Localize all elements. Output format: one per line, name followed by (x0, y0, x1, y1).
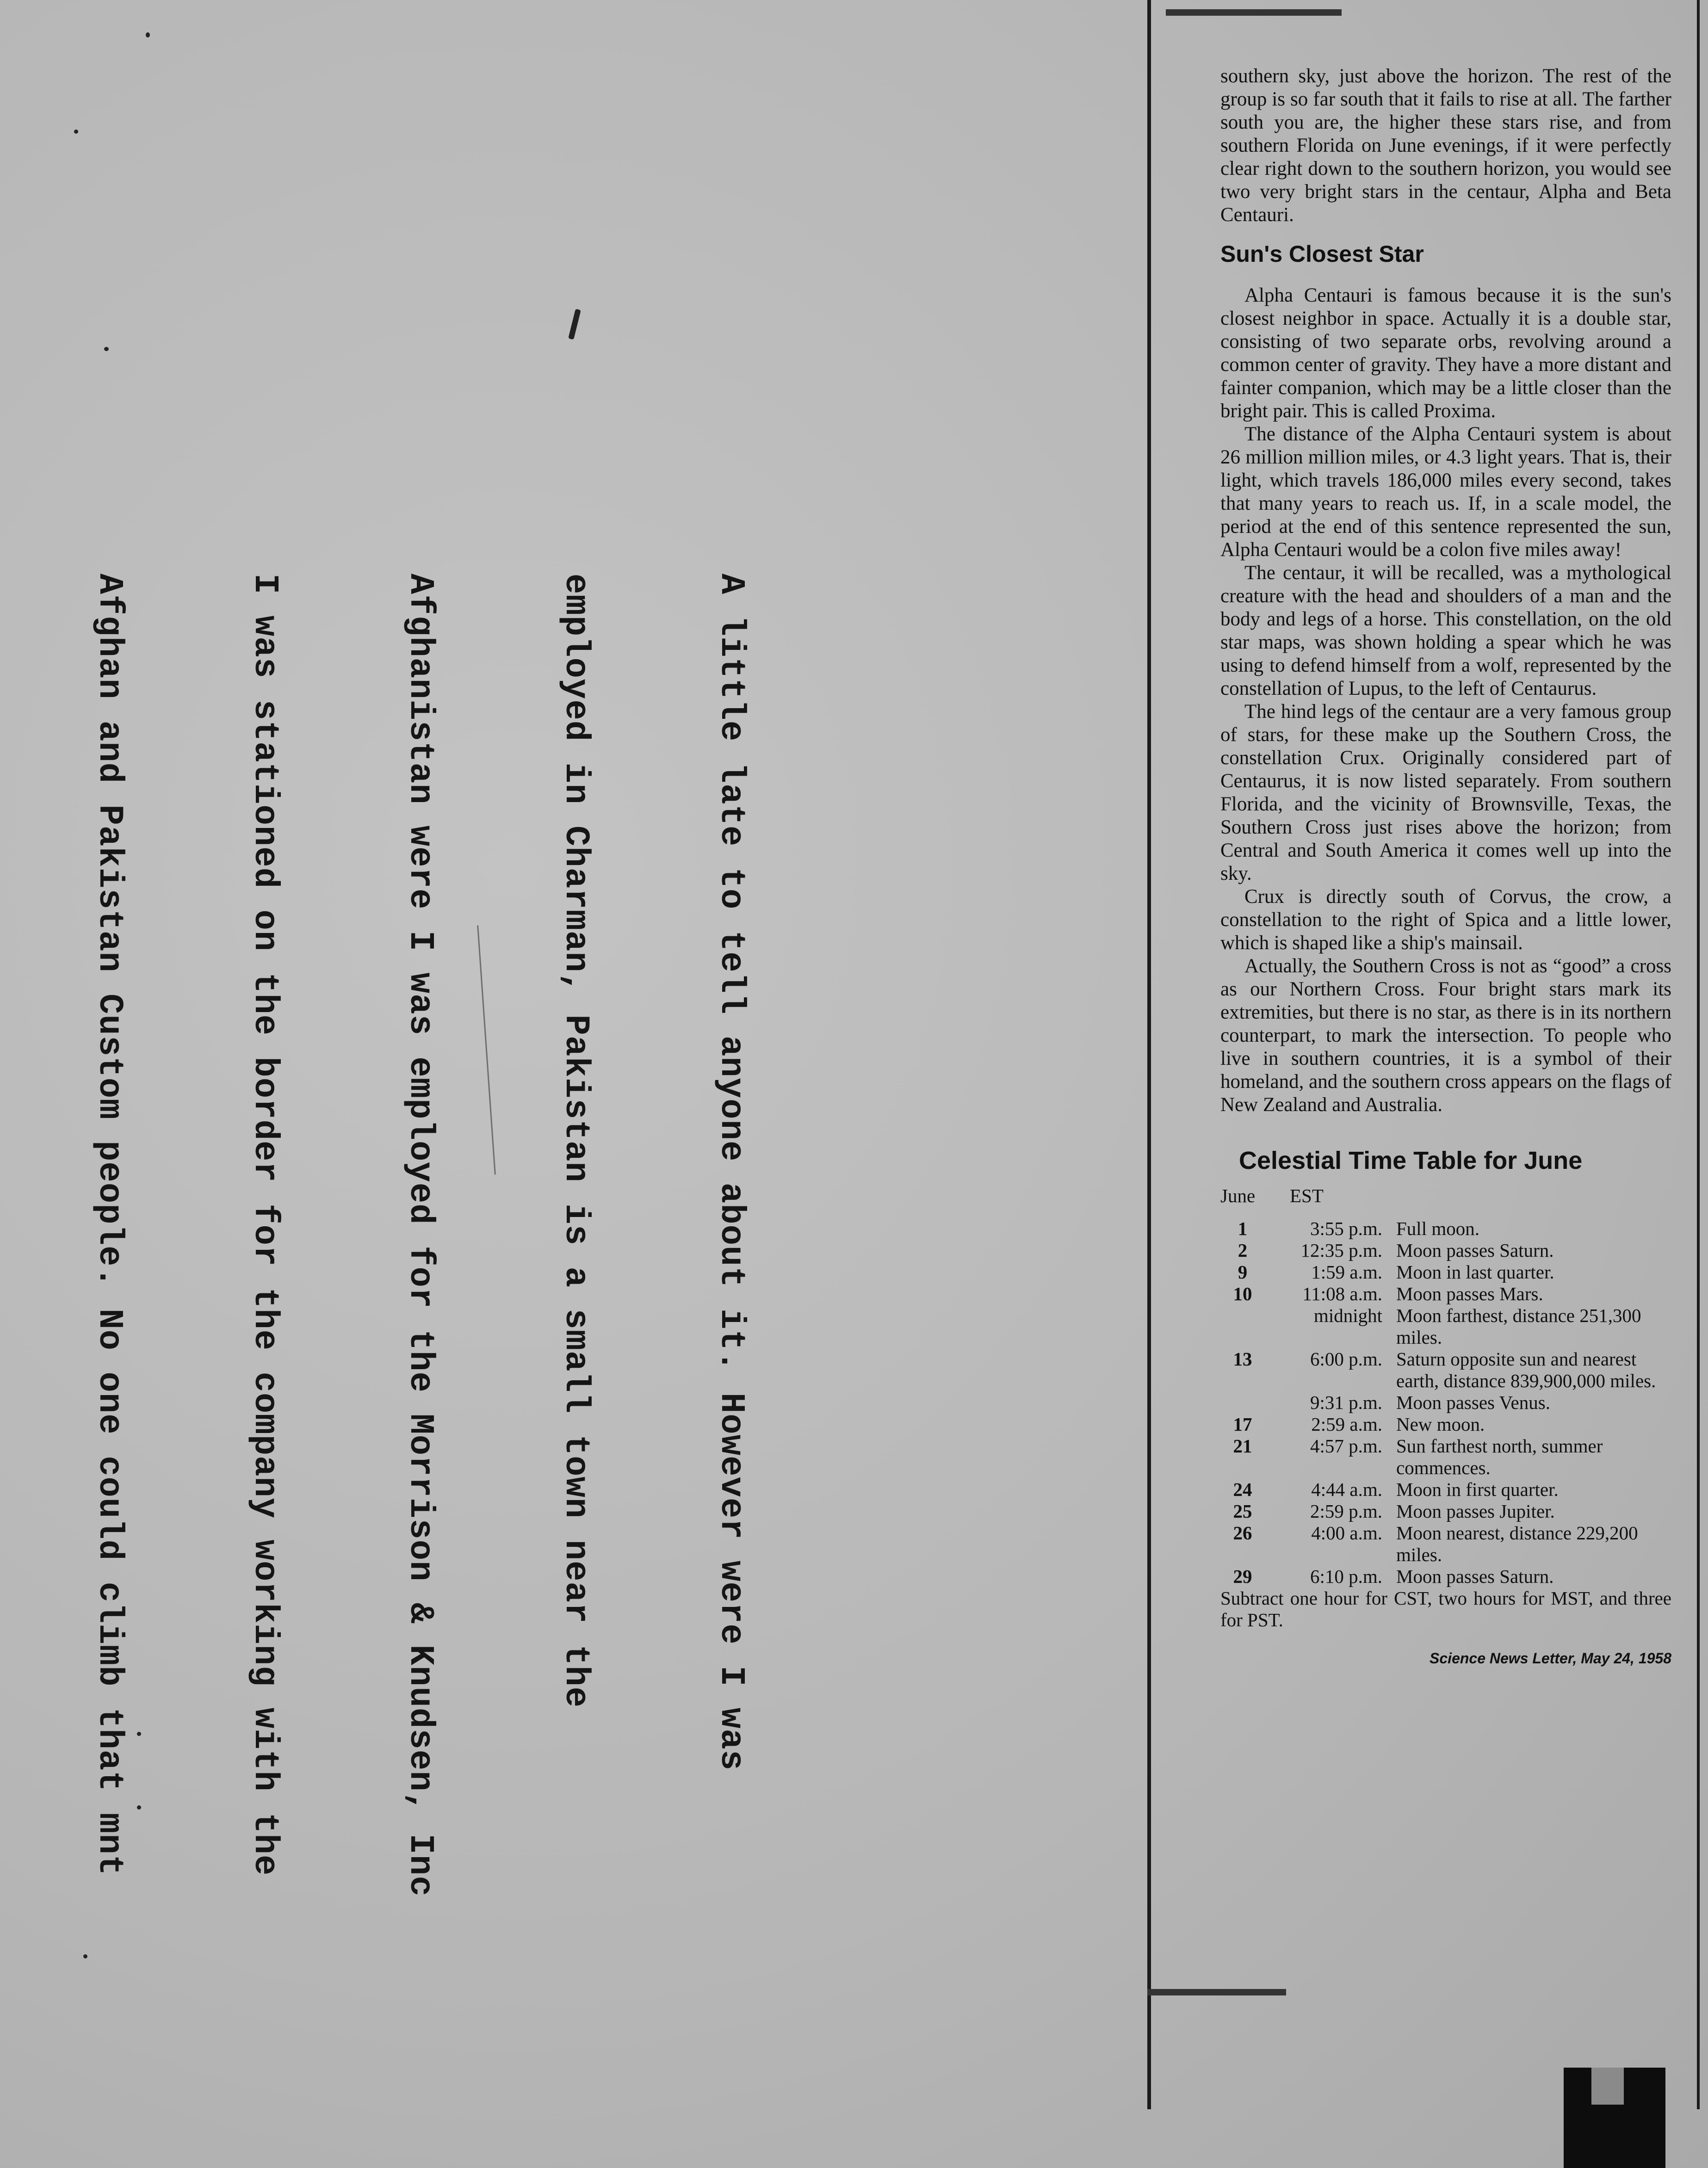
paragraph: Actually, the Southern Cross is not as “good” a cross as our Northern Cross. Four bright stars mark its extremities, but there is no star, as there is in its northern counterpart, to mark the intersection. To people who live in southern countries, it is a symbol of their homeland, and the southern cross appears on the flags of New Zealand and Australia. (1220, 955, 1671, 1116)
timetable-row (1220, 1392, 1671, 1414)
timetable-row (1220, 1501, 1671, 1522)
timetable-event: Moon farthest, distance 251,300 miles. (1396, 1305, 1641, 1348)
timetable-time: 4:44 a.m. (1311, 1479, 1382, 1500)
timetable-day: 21 (1233, 1435, 1252, 1457)
timetable-time: 4:57 p.m. (1310, 1435, 1382, 1457)
paragraph: The hind legs of the centaur are a very famous group of stars, for these make up the Southern Cross, the constellation Crux. Originally considered part of Centaurus, it is now listed separately. From southern Florida, and the vicinity of Brownsville, Texas, the Southern Cross just rises above the horizon; from Central and South America it comes well up into the sky. (1220, 701, 1671, 884)
timetable-row (1220, 1305, 1671, 1348)
dust-speck (74, 130, 78, 134)
timetable-event: Sun farthest north, summer commences. (1396, 1435, 1603, 1478)
clipping-bottom-edge (1147, 1989, 1286, 1995)
timetable-event: Moon nearest, distance 229,200 miles. (1396, 1522, 1638, 1565)
typed-line: employed in Charman, Pakistan is a small town near the (556, 574, 595, 1708)
timetable-row (1220, 1218, 1671, 1240)
timetable-rows (1220, 1218, 1671, 1587)
timetable-day (1220, 1305, 1265, 1348)
source-credit: Science News Letter, May 24, 1958 (1430, 1650, 1671, 1667)
paragraph: The centaur, it will be recalled, was a mythological creature with the head and shoulders of a man and the body and legs of a horse. This constellation, on the old star maps, was shown holding a spear which he was using to defend himself from a wolf, represented by the constellation of Lupus, to the left of Centaurus. (1220, 562, 1671, 699)
paragraph: Alpha Centauri is famous because it is the sun's closest neighbor in space. Actually it is a double star, consisting of two separate orbs, revolving around a common center of gravity. They have a more distant and fainter companion, which may be a little closer than the bright pair. This is called Proxima. (1220, 284, 1671, 422)
timetable-row (1220, 1414, 1671, 1435)
typed-line: Afghanistan were I was employed for the Morrison & Knudsen, Inc (401, 574, 439, 1897)
dust-speck (146, 32, 150, 37)
timetable-title: Celestial Time Table for June (1239, 1147, 1583, 1174)
clipping-top-edge (1166, 9, 1342, 16)
paragraph: The distance of the Alpha Centauri system is about 26 million million miles, or 4.3 light years. That is, their light, which travels 186,000 miles every second, takes that many years to reach us. If, in a scale model, the period at the end of this sentence represented the sun, Alpha Centauri would be a colon five miles away! (1220, 423, 1671, 561)
timetable-event: Saturn opposite sun and nearest earth, distance 839,900,000 miles. (1396, 1348, 1656, 1391)
timetable-time: 3:55 p.m. (1310, 1218, 1382, 1239)
timetable-time: 6:10 p.m. (1310, 1566, 1382, 1587)
typed-line: I was stationed on the border for the company working with the (245, 574, 284, 1876)
timetable-time: 1:59 a.m. (1311, 1261, 1382, 1283)
timetable-event: Moon passes Mars. (1396, 1283, 1543, 1304)
timetable-time: 9:31 p.m. (1310, 1392, 1382, 1413)
section-heading: Sun's Closest Star (1220, 241, 1424, 267)
timetable-time: 4:00 a.m. (1311, 1522, 1382, 1544)
timetable-time-header: EST (1290, 1185, 1324, 1206)
timetable-time: 11:08 a.m. (1302, 1283, 1382, 1304)
dust-speck (137, 1732, 141, 1736)
timetable-header (1220, 1185, 1671, 1207)
timetable-time: 2:59 p.m. (1310, 1501, 1382, 1522)
timetable-event: Moon in first quarter. (1396, 1479, 1559, 1500)
timetable-row (1220, 1479, 1671, 1501)
timetable-event: Moon passes Venus. (1396, 1392, 1550, 1413)
dark-blot-notch (1591, 2068, 1624, 2105)
paragraph: Crux is directly south of Corvus, the crow, a constellation to the right of Spica and a little lower, which is shaped like a ship's mainsail. (1220, 886, 1671, 954)
timetable-row (1220, 1522, 1671, 1566)
dust-speck (137, 1805, 141, 1810)
timetable-day-header: June (1220, 1185, 1256, 1206)
timetable-time: 2:59 a.m. (1311, 1414, 1382, 1435)
timetable-day: 9 (1238, 1261, 1248, 1283)
timetable-row (1220, 1348, 1671, 1392)
intro-paragraph: southern sky, just above the horizon. The rest of the group is so far south that it fails to rise at all. The farther south you are, the higher these stars rise, and from southern Florida on June evenings, if it were perfectly clear right down to the southern horizon, you would see two very bright stars in the centaur, Alpha and Beta Centauri. (1220, 65, 1671, 226)
timetable-row (1220, 1566, 1671, 1587)
timetable-time: midnight (1313, 1305, 1382, 1326)
timetable-event: Moon passes Saturn. (1396, 1566, 1554, 1587)
typed-note (0, 574, 860, 1897)
timetable-day: 17 (1233, 1414, 1252, 1435)
timetable-event: Full moon. (1396, 1218, 1479, 1239)
timetable-event: Moon passes Saturn. (1396, 1240, 1554, 1261)
timetable-footnote: Subtract one hour for CST, two hours for MST, and three for PST. (1220, 1587, 1671, 1631)
timetable-day: 26 (1233, 1522, 1252, 1544)
timetable-day: 1 (1238, 1218, 1248, 1239)
timetable-row (1220, 1283, 1671, 1305)
timetable-time: 12:35 p.m. (1300, 1240, 1382, 1261)
dust-speck (83, 1954, 87, 1958)
timetable-event: New moon. (1396, 1414, 1485, 1435)
timetable-day: 2 (1238, 1240, 1248, 1261)
timetable-day (1220, 1392, 1265, 1414)
typed-line: A little late to tell anyone about it. However were I was (712, 574, 750, 1771)
timetable-day: 24 (1233, 1479, 1252, 1500)
ink-mark (568, 309, 581, 340)
timetable-day: 13 (1233, 1348, 1252, 1370)
timetable-event: Moon in last quarter. (1396, 1261, 1554, 1283)
timetable-day: 29 (1233, 1566, 1252, 1587)
timetable (1220, 1185, 1671, 1587)
newspaper-clipping (1220, 65, 1671, 1670)
timetable-row (1220, 1435, 1671, 1479)
timetable-event: Moon passes Jupiter. (1396, 1501, 1555, 1522)
timetable-row (1220, 1240, 1671, 1261)
typed-line: Afghan and Pakistan Custom people. No one could climb that mnt (90, 574, 129, 1876)
timetable-day: 25 (1233, 1501, 1252, 1522)
timetable-row (1220, 1261, 1671, 1283)
timetable-time: 6:00 p.m. (1310, 1348, 1382, 1370)
dust-speck (104, 347, 109, 351)
timetable-day: 10 (1233, 1283, 1252, 1304)
